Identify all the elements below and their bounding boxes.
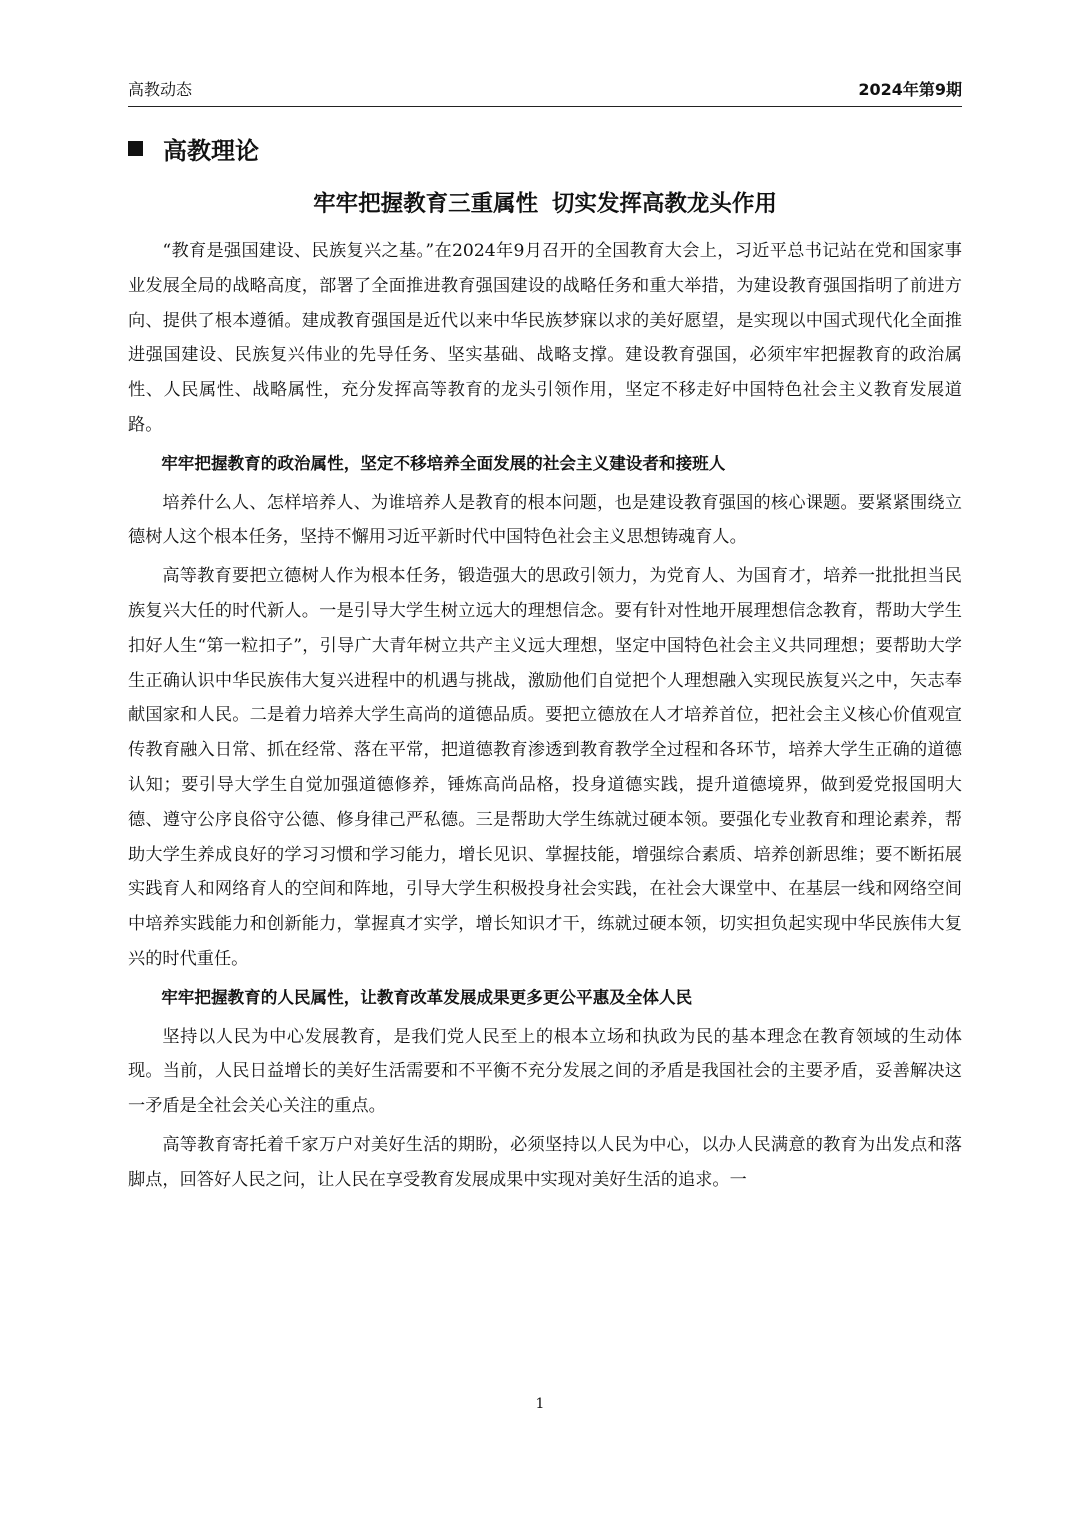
article-title: 牢牢把握教育三重属性 切实发挥高教龙头作用 [313, 191, 777, 217]
paragraph: 培养什么人、怎样培养人、为谁培养人是教育的根本问题，也是建设教育强国的核心课题。要紧紧围绕立德树人这个根本任务，坚持不懈用习近平新时代中国特色社会主义思想铸魂育人。 [128, 492, 962, 548]
section-title: 高教理论 [163, 136, 259, 165]
square-bullet-icon [128, 141, 143, 156]
publication-name: 高教动态 [128, 80, 193, 99]
paragraph: 坚持以人民为中心发展教育，是我们党人民至上的根本立场和执政为民的基本理念在教育领域的生动体现。当前，人民日益增长的美好生活需要和不平衡不充分发展之间的矛盾是我国社会的主要矛盾，妥善解决这一矛盾是全社会关心关注的重点。 [128, 1026, 962, 1117]
subheading: 牢牢把握教育的人民属性，让教育改革发展成果更多更公平惠及全体人民 [161, 987, 693, 1007]
running-header [128, 76, 962, 107]
paragraph: 高等教育寄托着千家万户对美好生活的期盼，必须坚持以人民为中心，以办人民满意的教育为出发点和落脚点，回答好人民之问，让人民在享受教育发展成果中实现对美好生活的追求。一 [128, 1134, 962, 1190]
section-heading [128, 128, 259, 168]
paragraph: “教育是强国建设、民族复兴之基。”在2024年9月召开的全国教育大会上，习近平总书记站在党和国家事业发展全局的战略高度，部署了全面推进教育强国建设的战略任务和重大举措，为建设教育强国指明了前进方向、提供了根本遵循。建成教育强国是近代以来中华民族梦寐以求的美好愿望，是实现以中国式现代化全面推进强国建设、民族复兴伟业的先导任务、坚实基础、战略支撑。建设教育强国，必须牢牢把握教育的政治属性、人民属性、战略属性，充分发挥高等教育的龙头引领作用，坚定不移走好中国特色社会主义教育发展道路。 [128, 241, 962, 435]
article-body [128, 234, 962, 1198]
subheading: 牢牢把握教育的政治属性，坚定不移培养全面发展的社会主义建设者和接班人 [161, 453, 726, 473]
page-number: 1 [535, 1396, 545, 1412]
paragraph: 高等教育要把立德树人作为根本任务，锻造强大的思政引领力，为党育人、为国育才，培养一批批担当民族复兴大任的时代新人。一是引导大学生树立远大的理想信念。要有针对性地开展理想信念教育，帮助大学生扣好人生“第一粒扣子”，引导广大青年树立共产主义远大理想，坚定中国特色社会主义共同理想；要帮助大学生正确认识中华民族伟大复兴进程中的机遇与挑战，激励他们自觉把个人理想融入实现民族复兴之中，矢志奉献国家和人民。二是着力培养大学生高尚的道德品质。要把立德放在人才培养首位，把社会主义核心价值观宣传教育融入日常、抓在经常、落在平常，把道德教育渗透到教育教学全过程和各环节，培养大学生正确的道德认知；要引导大学生自觉加强道德修养，锤炼高尚品格，投身道德实践，提升道德境界，做到爱党报国明大德、遵守公序良俗守公德、修身律己严私德。三是帮助大学生练就过硬本领。要强化专业教育和理论素养，帮助大学生养成良好的学习习惯和学习能力，增长见识、掌握技能，增强综合素质、培养创新思维；要不断拓展实践育人和网络育人的空间和阵地，引导大学生积极投身社会实践，在社会大课堂中、在基层一线和网络空间中培养实践能力和创新能力，掌握真才实学，增长知识才干，练就过硬本领，切实担负起实现中华民族伟大复兴的时代重任。 [128, 566, 962, 969]
issue-label: 2024年第9期 [858, 80, 962, 99]
